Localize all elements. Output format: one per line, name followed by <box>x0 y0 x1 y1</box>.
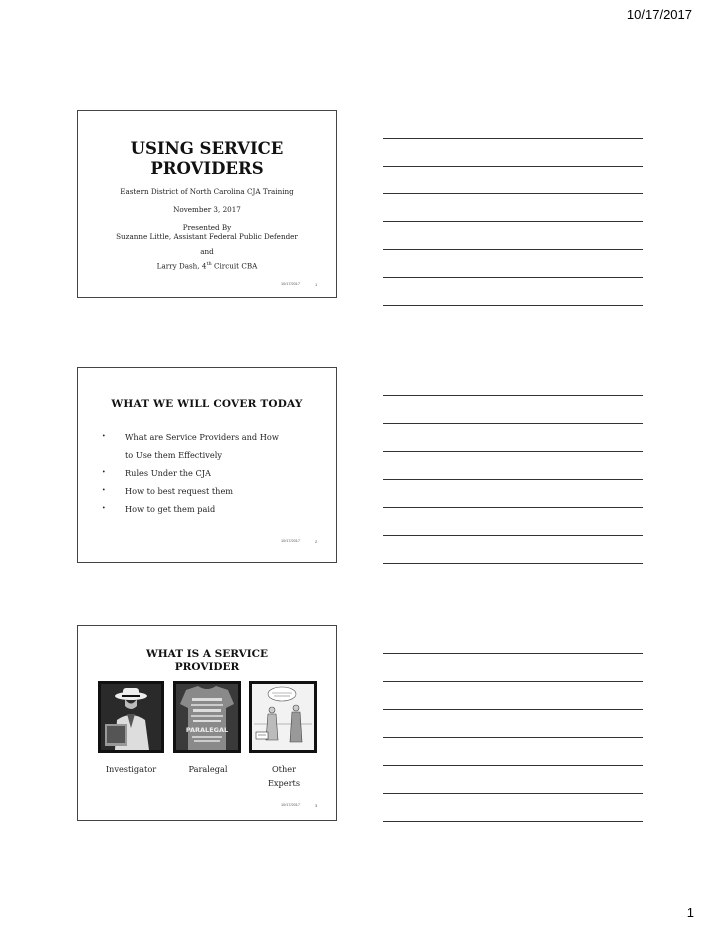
note-line <box>383 535 643 536</box>
slide-2-title: WHAT WE WILL COVER TODAY <box>111 398 303 410</box>
slide-3 <box>77 625 337 821</box>
investigator-image <box>98 681 164 753</box>
slide-3-title-line-1: WHAT IS A SERVICE <box>145 648 269 660</box>
list-item <box>98 500 318 518</box>
note-line <box>383 563 643 564</box>
note-line <box>383 821 643 822</box>
list-item <box>98 464 318 482</box>
experts-cartoon-image <box>249 681 317 753</box>
caption-experts: Experts <box>267 778 301 788</box>
note-line <box>383 765 643 766</box>
note-line <box>383 653 643 654</box>
note-line <box>383 249 643 250</box>
slide-1-subtitle-6: Larry Dash, 4th Circuit CBA <box>156 261 258 271</box>
note-line <box>383 277 643 278</box>
slide-1-subtitle-1: Eastern District of North Carolina CJA Training <box>120 187 294 196</box>
header-date: 10/17/2017 <box>626 7 692 22</box>
shirt-text: PARALEGAL <box>185 726 229 734</box>
slide-1-title <box>78 139 336 179</box>
page-number: 1 <box>686 905 694 920</box>
note-line <box>383 305 643 306</box>
bullet-icon: • <box>102 487 106 494</box>
slide-1-subtitle-4: Suzanne Little, Assistant Federal Public Defender <box>116 232 298 241</box>
caption-investigator: Investigator <box>105 764 157 774</box>
slide-1-title-line-1: USING SERVICE <box>130 139 284 158</box>
list-item <box>98 482 318 500</box>
slide-1-subtitle-5: and <box>200 247 214 256</box>
bullet-text: How to get them paid <box>125 504 216 514</box>
caption-paralegal: Paralegal <box>188 764 228 774</box>
note-line <box>383 193 643 194</box>
bullet-icon: • <box>102 469 106 476</box>
list-item <box>98 428 318 446</box>
slide-1-title-line-2: PROVIDERS <box>150 159 264 178</box>
note-line <box>383 395 643 396</box>
note-line <box>383 166 643 167</box>
experts-cartoon-icon <box>252 684 314 750</box>
note-line <box>383 138 643 139</box>
note-line <box>383 479 643 480</box>
paralegal-image <box>173 681 241 753</box>
slide-1 <box>77 110 337 298</box>
slide-2-bullet-list <box>98 428 318 518</box>
bullet-text: Rules Under the CJA <box>125 468 211 478</box>
slide-1-footer-number: 1 <box>315 282 318 287</box>
slide-3-title-line-2: PROVIDER <box>174 661 240 673</box>
note-line <box>383 737 643 738</box>
investigator-figure-icon <box>101 684 161 750</box>
slide-1-subtitle-3: Presented By <box>182 223 232 232</box>
bullet-icon: • <box>102 433 106 440</box>
paralegal-shirt-icon <box>176 684 238 750</box>
slide-2-footer-date: 10/17/2017 <box>281 539 301 543</box>
bullet-text: to Use them Effectively <box>125 450 222 460</box>
bullet-text: What are Service Providers and How <box>125 432 279 442</box>
note-line <box>383 793 643 794</box>
slide-3-footer-date: 10/17/2017 <box>281 803 301 807</box>
bullet-text: How to best request them <box>125 486 234 496</box>
slide-3-footer-number: 3 <box>315 803 318 808</box>
note-line <box>383 221 643 222</box>
slide-2 <box>77 367 337 563</box>
slide-1-subtitle-2: November 3, 2017 <box>173 205 241 214</box>
caption-other: Other <box>271 764 297 774</box>
note-line <box>383 681 643 682</box>
note-line <box>383 709 643 710</box>
list-item <box>98 446 318 464</box>
note-line <box>383 507 643 508</box>
note-line <box>383 423 643 424</box>
slide-2-footer-number: 2 <box>315 539 318 544</box>
note-line <box>383 451 643 452</box>
slide-1-footer-date: 10/17/2017 <box>281 282 301 286</box>
bullet-icon: • <box>102 505 106 512</box>
slide-3-title <box>78 648 336 674</box>
